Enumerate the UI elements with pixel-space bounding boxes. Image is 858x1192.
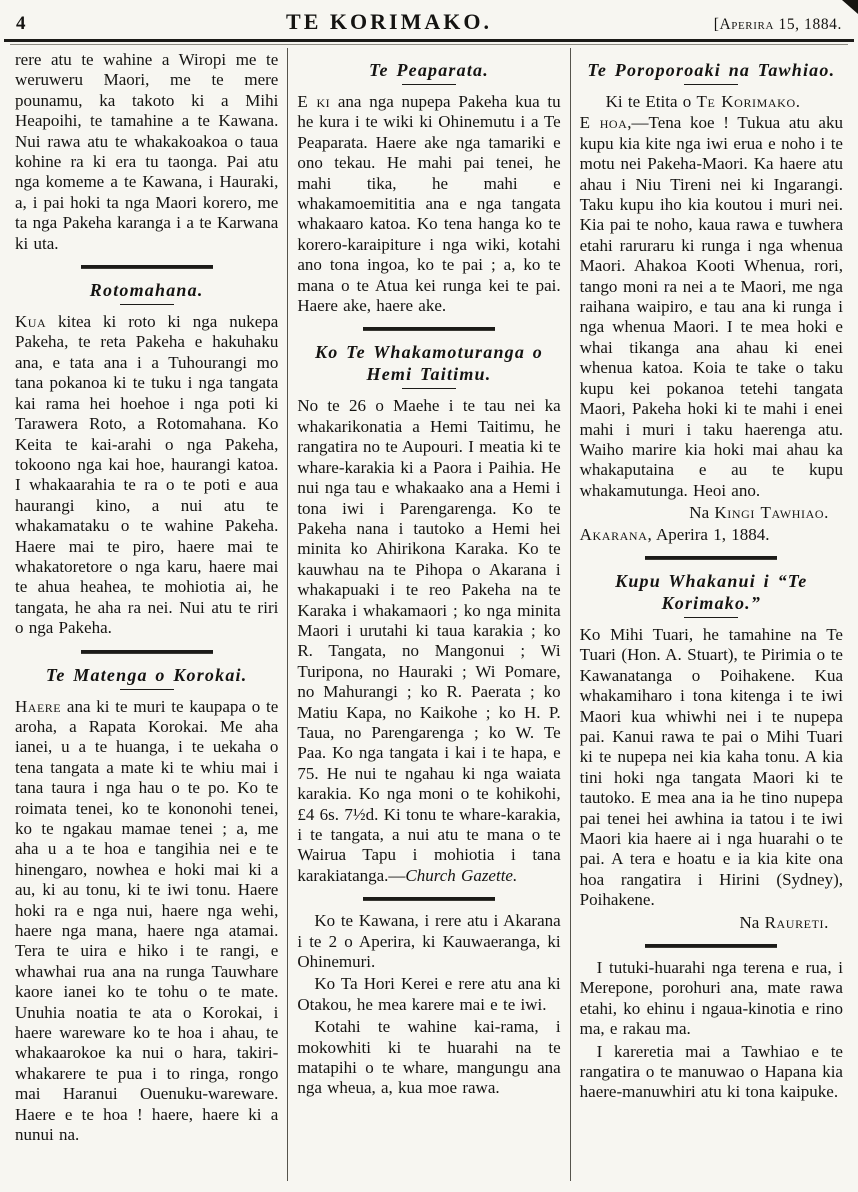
section-divider (645, 556, 777, 560)
news-brief: I tutuki-huarahi nga terena e rua, i Merepone, porohuri ana, mate rawa etahi, ko ehinu i ngaua-kinotia e rino ma, e rakau ma. (579, 958, 843, 1039)
article-heading-te-peaparata: Te Peaparata. (369, 60, 489, 80)
dateline-place: Akarana (579, 524, 648, 544)
article-heading-rotomahana: Rotomahana. (89, 280, 204, 301)
section-divider (81, 650, 213, 654)
signature-name: Kingi Tawhiao. (714, 503, 829, 523)
masthead-title: TE KORIMAKO. (286, 9, 492, 34)
column-3 (570, 48, 852, 1181)
article-paragraph (580, 113, 843, 501)
paragraph-text: ana ki te muri te kaupapa o te aroha, a Rapata Korokai. Me aha ianei, u a te huanga, i te uekaha o tena tangata a mate ki te whiu mai i tana taura i nga hau o te po. Ko te roimata tenei, ko te kononohi tenei, ko te ngakau mamae tenei ; a, me aha u a te hoa e tangihia nei e te hinengaro, nowhea e hoki mai ki a au, ki au tonu, ki te iwi tonu. Haere hoki ra e nga nui, haere nga wehi, haere nga mana, haere nga atamai. Tera te uira e hiko i te rangi, e whawhai rua ana na runga Tauwhare kaore ianei ko te tohu o te mate. Unuhia noatia te ata o Korokai, i haere wareware ko te hoa i ahau, te whakaarokoe ka nui o hara, takiri-whakarere te pua i to ringa, rongo mai Haranui Ouenuku-wareware. Haere e te hoa ! haere, haere ki a nunui na. (15, 696, 279, 1145)
article-paragraph: Ko Mihi Tuari, he tamahine na Te Tuari (Hon. A. Stuart), te Pirimia o te Kawanatanga o Poihakene. Kua whakamiharo i tona kitenga i te iwi Maori kua whiwhi nei i te nupepa pai. Kanui rawa te pai o Mihi Tuari ki te nupepa nei kia kaha tonu. A kia tini hoki nga tangata Maori ki te tautoko. E mea ana ia he tino nupepa pai tenei hei awhina ia tatou i te iwi Maori kia haere ai i nga huarahi o te pai. A tera e hoatu e ia kia kite ona hoa rangatira i Hirini (Sydney), Poihakene. (579, 624, 843, 910)
article-paragraph (15, 312, 278, 639)
addressee-name: Te Korimako. (696, 92, 801, 111)
paragraph-text: ana nga nupepa Pakeha kua tu he kura i te wiki ki Ohinemutu i a Te Peaparata. Haere ake nga tamariki e ono tekau. He mahi pai tenei, he mahi tika, he mahi e whakamoemititia ana e nga tangata whakaaro katoa. Ko tena hanga ko te korero-karaipiture i nga wiki, kotahi ano tona ingoa, ko te pai ; a, ko te mana o te Atua kei runga kei te pai. Haere ake, haere ake. (297, 92, 561, 316)
article-paragraph: rere atu te wahine a Wiropi me te weruweru Maori, me te mere pounamu, ka takoto ki a Mihi Heapoihi, te tamahine a te Kawana. Nui rawa atu te whakakoakoa o taua kohine ra ki era tu taonga. Pai atu nga komeme a te Kawana, i Hauraki, a, i pai hoki ta nga Maori korero, me ta nga Pakeha karanga i a te Karwana ki uta. (15, 50, 279, 253)
column-2 (287, 48, 569, 1181)
article-paragraph (297, 92, 560, 316)
section-divider (81, 265, 213, 269)
dateline (580, 525, 843, 545)
signature-pre: Na (739, 912, 765, 932)
article-heading-kupu-whakanui: Kupu Whakanui i “Te Korimako.” (615, 570, 808, 613)
news-brief: I kareretia mai a Tawhiao e te rangatira o te manuwao o Hapana kia haere-manuwhiri atu ki tona kaipuke. (579, 1041, 843, 1102)
smallcaps-lead: E hoa (579, 113, 628, 133)
news-brief: Kotahi te wahine kai-rama, i mokowhiti ki te huarahi na te matapihi o te whare, mangungu ana nga wheua, a, kua moe rawa. (297, 1017, 561, 1098)
addressee-line (580, 92, 843, 112)
section-divider (645, 944, 777, 948)
paragraph-text: kitea ki roto ki nga nukepa Pakeha, te reta Pakeha e hakuhaku ana, e tata ana i a Tuhourangi mo tana pokanoa ki te tuku i nga tangata kai rama hei hoehoe i nga poti ki Tarawera Roto, a Rotomahana. Ko Keita te kai-arahi o nga Pakeha, tokoono nga kai hoe, haurangi katoa. I whakaarahia te ra o te poti e aua haurangi kino, a nui atu te whakamataku o te wahine Pakeha. Haere mai te piro, haere mai te whakatoretore o nga karu, haere mai te ahua heahea, te mohiotia ai, he tangata, he aha ra nei. Nui atu te riri o nga Pakeha. (15, 312, 279, 638)
smallcaps-lead: Kua (15, 312, 47, 332)
signature (580, 503, 843, 523)
signature-name: Raureti. (764, 912, 829, 932)
article-heading-te-matenga: Te Matenga o Korokai. (45, 664, 248, 685)
source-citation: Church Gazette. (405, 865, 518, 885)
header-rule (4, 39, 854, 42)
heading-rule (120, 689, 174, 690)
article-paragraph (15, 697, 278, 1146)
article-heading-poroporoaki: Te Poroporoaki na Tawhiao. (587, 60, 836, 80)
smallcaps-lead: Haere (15, 696, 62, 716)
heading-rule (684, 617, 738, 618)
issue-date: [Aperira 15, 1884. (713, 16, 842, 33)
dateline-date: , Aperira 1, 1884. (647, 524, 770, 544)
article-heading-whakamoturanga: Ko Te Whakamoturanga o Hemi Taitimu. (315, 342, 543, 385)
article-paragraph (297, 396, 560, 886)
paragraph-text: ,—Tena koe ! Tukua atu aku kupu kia kite nga iwi erua e noho i te motu nei Pakeha-Maori. Ka haere atu ahau i Niu Tireni nei ki Ingarangi. Taku kupu iho kia koutou i muri nei. Kia pai te noho, kaua rawa e tuwhera etahi raruraru ki runga i nga whenua Maori. Ahakoa Kooti Whenua, rori, tango moni ra nei a te Maori, me nga raihana waipiro, e tau ana ki runga i nga whenua Maori. I te mea hoki e whai tikanga ana ahau ki enei whenua katoa. Koia te take o taku kupu kei pokanoa tetehi tangata Maori, Pakeha hoki ki te mahi i enei mahi i muri i taku haerenga atu. Waiho marire kia hoki mai ahau ka whakaputaina e au te kupu whakamutunga. Heoi ano. (579, 113, 843, 500)
signature-pre: Na (689, 503, 715, 523)
heading-rule (120, 304, 174, 305)
smallcaps-lead: E ki (297, 92, 331, 111)
page-number: 4 (16, 13, 26, 34)
heading-rule (402, 84, 456, 85)
news-brief: Ko Ta Hori Kerei e rere atu ana ki Otakou, he mea karere mai e te iwi. (297, 974, 561, 1014)
news-brief: Ko te Kawana, i rere atu i Akarana i te 2 o Aperira, ki Kauwaeranga, ki Ohinemuri. (297, 911, 561, 972)
heading-rule (684, 84, 738, 85)
page-header (0, 0, 858, 37)
paragraph-text: No te 26 o Maehe i te tau nei ka whakarikonatia a Hemi Taitimu, he rangatira no te Aupouri. I meatia ki te whare-karakia ki a Paora i Paihia. He nui nga tau e whakaako ana a Hemi i tona iwi i Parengarenga. Ko te Pakeha nana i tautoko a Hemi hei minita ko Ahirikona Karaka. Ko te kauwhau na te Pihopa o Akarana i whakapuaki i te reo Pakeha na te Karaka i whakamaori ; ko nga minita Maori i urutahi ki taua karakia ; ko R. Tangata, no Mangonui ; Wi Turipona, no Hauraki ; Wi Pomare, no Mahurangi ; ko R. Paerata ; ko Matiu Kapa, no Kaikohe ; ko H. P. Taua, no Parengarenga ; ko W. Te Paa. Ko nga tangata i kai i te hapa, e 75. He nui te ngahau ki nga waiata karakia. Ko nga moni o te kohikohi, £4 6s. 7½d. Ki tonu te whare-karakia, i te tangata, a nui atu te mana o te Wairua Tapu i mohiotia i tana karakiatanga.— (297, 396, 561, 885)
heading-rule (402, 388, 456, 389)
signature (580, 913, 843, 933)
column-1 (6, 48, 287, 1181)
addressee-text: Ki te Etita o (605, 92, 697, 111)
section-divider (363, 897, 495, 901)
content-columns (0, 45, 858, 1181)
section-divider (363, 327, 495, 331)
